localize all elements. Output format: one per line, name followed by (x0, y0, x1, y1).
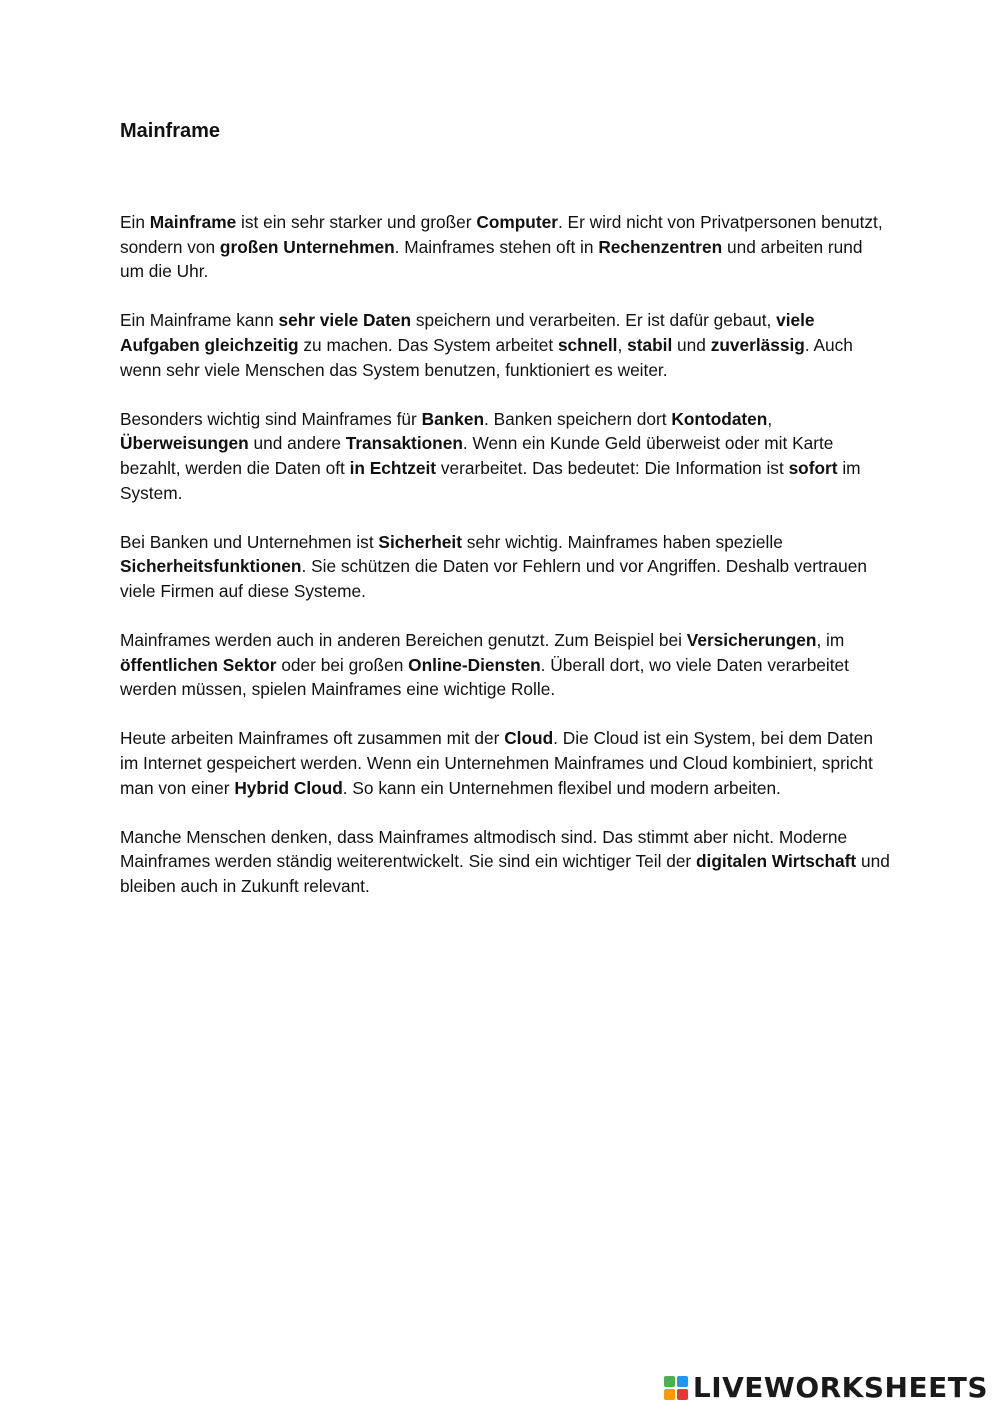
bold-term: Online-Diensten (408, 654, 541, 675)
text-run: , im (816, 630, 845, 651)
text-run: . Sie schützen die Daten vor Fehlern und vor Angriffen. Deshalb vertrauen viele Firmen auf diese Systeme. (120, 556, 867, 601)
text-run: . Auch wenn sehr viele Menschen das System benutzen, funktioniert es weiter. (120, 334, 853, 380)
bold-term: sehr viele Daten (278, 310, 412, 331)
bold-term: Cloud (504, 728, 554, 749)
text-run: verarbeitet. Das bedeutet: Die Information ist (436, 457, 789, 478)
bold-term: Sicherheitsfunktionen (120, 556, 302, 577)
bold-term: zuverlässig (710, 334, 805, 355)
text-run: speichern und verarbeiten. Er ist dafür gebaut, (411, 310, 777, 331)
bold-term: sofort (788, 457, 838, 478)
text-run: . Er wird nicht von Privatpersonen benutzt, sondern von (120, 212, 883, 257)
bold-term: digitalen Wirtschaft (695, 851, 857, 872)
bold-term: schnell (557, 334, 618, 355)
bold-term: Versicherungen (686, 630, 817, 651)
text-run: Ein Mainframe kann (120, 310, 279, 331)
liveworksheets-logo[interactable] (664, 1371, 988, 1404)
text-run: Bei Banken und Unternehmen ist (120, 531, 379, 552)
bold-term: öffentlichen Sektor (120, 654, 277, 675)
text-run: Manche Menschen denken, dass Mainframes altmodisch sind. Das stimmt aber nicht. Moderne Mainframes werden ständig weiterentwickelt. Sie sind ein wichtiger Teil der (120, 826, 848, 872)
paragraph (120, 628, 890, 702)
text-run: und (672, 334, 711, 355)
logo-square (664, 1376, 675, 1387)
text-run: ist ein sehr starker und großer (236, 212, 477, 232)
bold-term: Mainframe (149, 212, 237, 232)
logo-square (677, 1376, 688, 1387)
text-run: . Wenn ein Kunde Geld überweist oder mit Karte bezahlt, werden die Daten oft (120, 433, 834, 478)
text-run: . Überall dort, wo viele Daten verarbeitet werden müssen, spielen Mainframes eine wichtige Rolle. (120, 654, 849, 700)
bold-term: Hybrid Cloud (234, 777, 343, 798)
paragraph (120, 308, 890, 382)
paragraph (120, 825, 890, 899)
paragraph (120, 530, 890, 604)
bold-term: Überweisungen (120, 433, 249, 454)
bold-term: Transaktionen (345, 433, 463, 454)
logo-square (677, 1389, 688, 1400)
text-run: sehr wichtig. Mainframes haben spezielle (461, 531, 783, 552)
bold-term: Sicherheit (378, 531, 462, 552)
bold-term: viele Aufgaben gleichzeitig (120, 310, 815, 355)
text-run: Heute arbeiten Mainframes oft zusammen mit der (120, 728, 505, 749)
logo-text: LIVEWORKSHEETS (692, 1371, 988, 1404)
liveworksheets-logo-icon (664, 1376, 688, 1400)
page-title: Mainframe (120, 120, 221, 142)
text-run: oder bei großen (276, 654, 409, 675)
bold-term: Computer (476, 212, 558, 232)
text-run: zu machen. Das System arbeitet (298, 334, 558, 355)
document-body (120, 210, 890, 923)
logo-square (664, 1389, 675, 1400)
text-run: im System. (120, 457, 861, 503)
bold-term: in Echtzeit (349, 457, 437, 478)
text-run: , (767, 408, 773, 429)
bold-term: stabil (627, 334, 673, 355)
text-run: und bleiben auch in Zukunft relevant. (120, 851, 890, 897)
paragraph (120, 407, 890, 505)
text-run: Besonders wichtig sind Mainframes für (120, 408, 422, 429)
text-run: . Die Cloud ist ein System, bei dem Daten im Internet gespeichert werden. Wenn ein Unternehmen Mainframes und Cloud kombiniert, spricht man von einer (120, 728, 873, 798)
text-run: . Banken speichern dort (484, 408, 672, 429)
bold-term: Banken (421, 408, 485, 429)
bold-term: großen Unternehmen (219, 236, 395, 257)
paragraph (120, 210, 890, 284)
bold-term: Kontodaten (671, 408, 768, 429)
text-run: Mainframes werden auch in anderen Bereichen genutzt. Zum Beispiel bei (120, 630, 687, 651)
text-run: Ein (120, 212, 150, 232)
text-run: und andere (248, 433, 346, 454)
text-run: . Mainframes stehen oft in (394, 236, 599, 257)
text-run: . So kann ein Unternehmen flexibel und modern arbeiten. (342, 777, 781, 798)
text-run: , (617, 334, 628, 355)
paragraph (120, 726, 890, 800)
text-run: und arbeiten rund um die Uhr. (120, 236, 863, 282)
bold-term: Rechenzentren (598, 236, 723, 257)
